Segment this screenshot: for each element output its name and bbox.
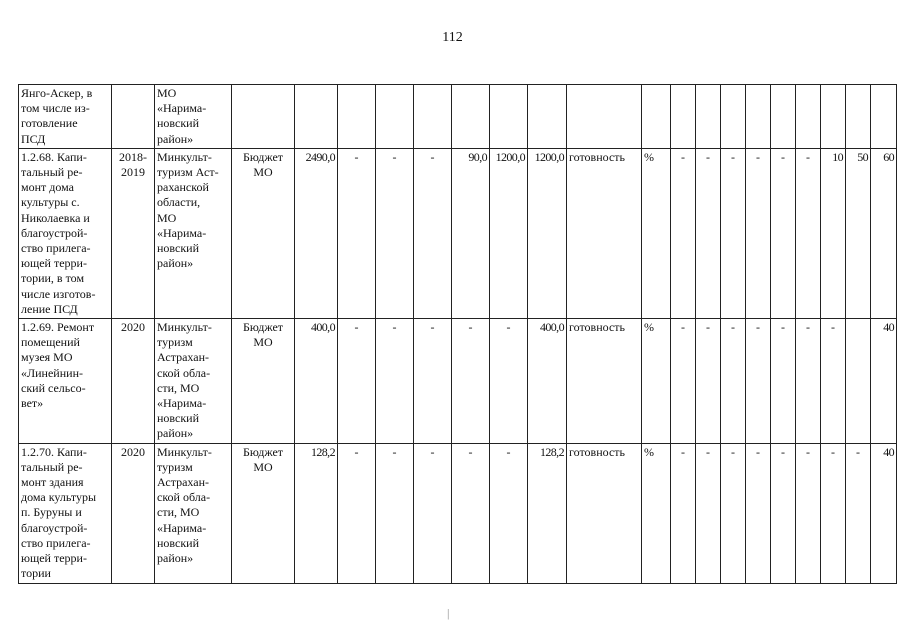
year-amount-cell bbox=[452, 85, 490, 149]
year-amount-cell: 128,2 bbox=[528, 443, 567, 583]
executor-cell-line: новский bbox=[157, 241, 200, 256]
target-value-cell: 10 bbox=[821, 148, 846, 318]
year-amount-cell: - bbox=[414, 148, 452, 318]
target-value-cell: - bbox=[796, 319, 821, 444]
table-row bbox=[19, 319, 897, 444]
unit-cell: % bbox=[642, 319, 671, 444]
target-value-cell: - bbox=[846, 443, 871, 583]
activity-name-cell-line: тальный ре- bbox=[21, 459, 83, 474]
target-value-cell: - bbox=[671, 319, 696, 444]
activity-name-cell-line: числе изготов- bbox=[21, 286, 96, 301]
target-value-cell bbox=[696, 85, 721, 149]
executor-cell-line: МО bbox=[157, 210, 177, 225]
executor-cell bbox=[155, 148, 232, 318]
executor-cell-line: Минкульт- bbox=[157, 320, 212, 335]
target-value-cell: - bbox=[746, 148, 771, 318]
executor-cell-line: район» bbox=[157, 551, 194, 566]
activity-name-cell-line: дома культуры bbox=[21, 490, 96, 505]
activity-name-cell-line: 1.2.70. Капи- bbox=[21, 444, 87, 459]
year-amount-cell: - bbox=[376, 148, 414, 318]
activity-name-cell-line: благоустрой- bbox=[21, 225, 88, 240]
executor-cell-line: «Нарима- bbox=[157, 101, 207, 116]
indicator-cell bbox=[567, 85, 642, 149]
activity-name-cell-line: тальный ре- bbox=[21, 165, 83, 180]
year-amount-cell bbox=[490, 85, 528, 149]
year-amount-cell: - bbox=[490, 443, 528, 583]
year-amount-cell: - bbox=[452, 319, 490, 444]
total-amount-cell: 400,0 bbox=[295, 319, 338, 444]
executor-cell-line: «Нарима- bbox=[157, 396, 207, 411]
target-value-cell bbox=[721, 85, 746, 149]
target-value-cell: 50 bbox=[846, 148, 871, 318]
indicator-cell: готовность bbox=[567, 148, 642, 318]
target-value-cell: - bbox=[796, 148, 821, 318]
unit-cell: % bbox=[642, 148, 671, 318]
activity-name-cell-line: ство прилега- bbox=[21, 241, 91, 256]
target-value-cell: - bbox=[771, 148, 796, 318]
executor-cell-line: ской обла- bbox=[157, 365, 211, 380]
executor-cell-line: туризм bbox=[157, 335, 193, 350]
year-amount-cell: 1200,0 bbox=[528, 148, 567, 318]
funding-source-cell-line: Бюджет bbox=[242, 149, 284, 164]
indicator-cell: готовность bbox=[567, 319, 642, 444]
activity-name-cell-line: ющей терри- bbox=[21, 551, 87, 566]
activity-name-cell-line: культуры с. bbox=[21, 195, 80, 210]
activity-name-cell-line: тории bbox=[21, 566, 51, 581]
total-amount-cell: 2490,0 bbox=[295, 148, 338, 318]
activity-name-cell-line: 1.2.68. Капи- bbox=[21, 149, 87, 164]
funding-source-cell-line: МО bbox=[253, 335, 273, 350]
activity-name-cell-line: ство прилега- bbox=[21, 535, 91, 550]
executor-cell-line: «Нарима- bbox=[157, 225, 207, 240]
target-value-cell bbox=[846, 85, 871, 149]
year-amount-cell: - bbox=[452, 443, 490, 583]
activity-name-cell-line: том числе из- bbox=[21, 101, 90, 116]
activity-name-cell-line: ление ПСД bbox=[21, 301, 78, 316]
target-value-cell: 40 bbox=[871, 319, 897, 444]
year-amount-cell: - bbox=[414, 443, 452, 583]
unit-cell: % bbox=[642, 443, 671, 583]
target-value-cell: - bbox=[721, 319, 746, 444]
executor-cell-line: Минкульт- bbox=[157, 149, 212, 164]
unit-cell bbox=[642, 85, 671, 149]
executor-cell-line: сти, МО bbox=[157, 505, 200, 520]
program-table bbox=[18, 84, 897, 584]
executor-cell-line: туризм Аст- bbox=[157, 165, 219, 180]
executor-cell-line: новский bbox=[157, 411, 200, 426]
activity-name-cell-line: ПСД bbox=[21, 131, 46, 146]
activity-name-cell bbox=[19, 319, 112, 444]
executor-cell-line: район» bbox=[157, 256, 194, 271]
funding-source-cell-line: МО bbox=[253, 459, 273, 474]
target-value-cell: - bbox=[771, 443, 796, 583]
total-amount-cell: 128,2 bbox=[295, 443, 338, 583]
target-value-cell: - bbox=[721, 148, 746, 318]
executor-cell bbox=[155, 443, 232, 583]
target-value-cell: - bbox=[821, 443, 846, 583]
activity-name-cell-line: готовление bbox=[21, 116, 78, 131]
executor-cell-line: МО bbox=[157, 86, 177, 100]
year-amount-cell bbox=[528, 85, 567, 149]
target-value-cell: 40 bbox=[871, 443, 897, 583]
activity-name-cell-line: п. Буруны и bbox=[21, 505, 82, 520]
year-amount-cell: - bbox=[338, 319, 376, 444]
target-value-cell bbox=[846, 319, 871, 444]
year-amount-cell: 1200,0 bbox=[490, 148, 528, 318]
target-value-cell: - bbox=[821, 319, 846, 444]
year-amount-cell: 90,0 bbox=[452, 148, 490, 318]
years-cell bbox=[112, 85, 155, 149]
target-value-cell: - bbox=[696, 148, 721, 318]
funding-source-cell-line: Бюджет bbox=[242, 444, 284, 459]
funding-source-cell bbox=[232, 443, 295, 583]
target-value-cell bbox=[796, 85, 821, 149]
year-amount-cell: - bbox=[414, 319, 452, 444]
executor-cell-line: Астрахан- bbox=[157, 350, 209, 365]
activity-name-cell-line: помещений bbox=[21, 335, 80, 350]
year-amount-cell: 400,0 bbox=[528, 319, 567, 444]
target-value-cell: - bbox=[746, 319, 771, 444]
executor-cell-line: новский bbox=[157, 535, 200, 550]
activity-name-cell-line: вет» bbox=[21, 396, 44, 411]
executor-cell-line: район» bbox=[157, 426, 194, 441]
executor-cell-line: раханской bbox=[157, 180, 209, 195]
executor-cell-line: район» bbox=[157, 131, 194, 146]
target-value-cell: - bbox=[796, 443, 821, 583]
target-value-cell: - bbox=[771, 319, 796, 444]
table-row bbox=[19, 148, 897, 318]
target-value-cell: - bbox=[671, 148, 696, 318]
target-value-cell bbox=[771, 85, 796, 149]
executor-cell bbox=[155, 319, 232, 444]
executor-cell-line: туризм bbox=[157, 459, 193, 474]
funding-source-cell-line: МО bbox=[253, 165, 273, 180]
year-amount-cell bbox=[376, 85, 414, 149]
year-amount-cell: - bbox=[490, 319, 528, 444]
target-value-cell: - bbox=[696, 443, 721, 583]
funding-source-cell bbox=[232, 85, 295, 149]
target-value-cell: - bbox=[671, 443, 696, 583]
activity-name-cell-line: «Линейнин- bbox=[21, 365, 83, 380]
target-value-cell: 60 bbox=[871, 148, 897, 318]
executor-cell-line: новский bbox=[157, 116, 200, 131]
target-value-cell bbox=[746, 85, 771, 149]
target-value-cell bbox=[871, 85, 897, 149]
activity-name-cell bbox=[19, 148, 112, 318]
executor-cell-line: «Нарима- bbox=[157, 520, 207, 535]
year-amount-cell: - bbox=[338, 148, 376, 318]
target-value-cell: - bbox=[696, 319, 721, 444]
years-cell: 2018- 2019 bbox=[112, 148, 155, 318]
year-amount-cell: - bbox=[376, 443, 414, 583]
activity-name-cell-line: музея МО bbox=[21, 350, 73, 365]
target-value-cell bbox=[671, 85, 696, 149]
executor-cell bbox=[155, 85, 232, 149]
executor-cell-line: Астрахан- bbox=[157, 475, 209, 490]
table-row bbox=[19, 443, 897, 583]
total-amount-cell bbox=[295, 85, 338, 149]
activity-name-cell-line: ющей терри- bbox=[21, 256, 87, 271]
year-amount-cell: - bbox=[376, 319, 414, 444]
scan-mark: | bbox=[447, 606, 450, 620]
year-amount-cell: - bbox=[338, 443, 376, 583]
funding-source-cell-line: Бюджет bbox=[242, 320, 284, 335]
executor-cell-line: области, bbox=[157, 195, 201, 210]
executor-cell-line: сти, МО bbox=[157, 380, 200, 395]
year-amount-cell bbox=[338, 85, 376, 149]
activity-name-cell-line: благоустрой- bbox=[21, 520, 88, 535]
activity-name-cell-line: монт дома bbox=[21, 180, 74, 195]
years-cell: 2020 bbox=[112, 319, 155, 444]
target-value-cell bbox=[821, 85, 846, 149]
year-amount-cell bbox=[414, 85, 452, 149]
activity-name-cell-line: Янго-Аскер, в bbox=[21, 86, 93, 100]
activity-name-cell bbox=[19, 85, 112, 149]
activity-name-cell-line: 1.2.69. Ремонт bbox=[21, 320, 95, 335]
funding-source-cell bbox=[232, 148, 295, 318]
target-value-cell: - bbox=[746, 443, 771, 583]
years-cell: 2020 bbox=[112, 443, 155, 583]
table-row bbox=[19, 85, 897, 149]
page-number: 112 bbox=[442, 30, 463, 45]
funding-source-cell bbox=[232, 319, 295, 444]
activity-name-cell bbox=[19, 443, 112, 583]
executor-cell-line: Минкульт- bbox=[157, 444, 212, 459]
indicator-cell: готовность bbox=[567, 443, 642, 583]
activity-name-cell-line: тории, в том bbox=[21, 271, 85, 286]
executor-cell-line: ской обла- bbox=[157, 490, 211, 505]
target-value-cell: - bbox=[721, 443, 746, 583]
activity-name-cell-line: монт здания bbox=[21, 475, 84, 490]
activity-name-cell-line: Николаевка и bbox=[21, 210, 90, 225]
activity-name-cell-line: ский сельсо- bbox=[21, 380, 86, 395]
